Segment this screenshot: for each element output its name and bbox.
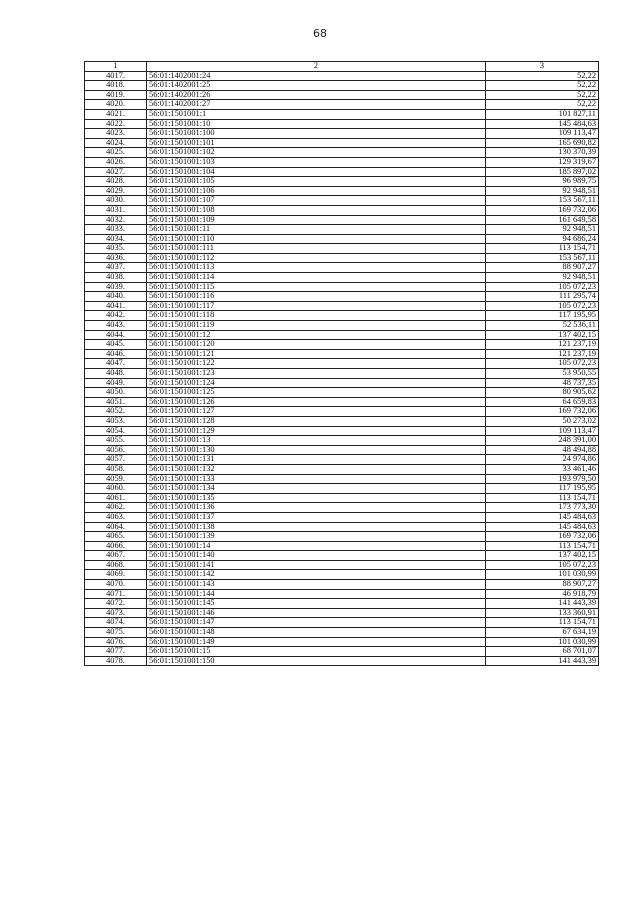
cadastral-number-cell: 56:01:1501001:111 bbox=[147, 244, 486, 254]
table-row bbox=[85, 618, 599, 628]
table-row bbox=[85, 503, 599, 513]
row-number-cell: 4036. bbox=[85, 253, 147, 263]
table-row bbox=[85, 388, 599, 398]
column-header-number: 1 bbox=[85, 62, 147, 72]
table-row bbox=[85, 512, 599, 522]
table-row bbox=[85, 119, 599, 129]
table-row bbox=[85, 484, 599, 494]
table-row bbox=[85, 186, 599, 196]
row-number-cell: 4040. bbox=[85, 292, 147, 302]
cadastral-value-cell: 109 113,47 bbox=[486, 129, 599, 139]
row-number-cell: 4025. bbox=[85, 148, 147, 158]
cadastral-number-cell: 56:01:1402001:26 bbox=[147, 90, 486, 100]
row-number-cell: 4072. bbox=[85, 599, 147, 609]
cadastral-value-cell: 161 649,58 bbox=[486, 215, 599, 225]
cadastral-value-cell: 52,22 bbox=[486, 71, 599, 81]
cadastral-number-cell: 56:01:1501001:122 bbox=[147, 359, 486, 369]
table-row bbox=[85, 282, 599, 292]
table-row bbox=[85, 157, 599, 167]
table-row bbox=[85, 628, 599, 638]
row-number-cell: 4065. bbox=[85, 532, 147, 542]
row-number-cell: 4043. bbox=[85, 321, 147, 331]
cadastral-value-cell: 88 907,27 bbox=[486, 580, 599, 590]
cadastral-number-cell: 56:01:1501001:147 bbox=[147, 618, 486, 628]
cadastral-value-cell: 169 732,06 bbox=[486, 407, 599, 417]
row-number-cell: 4075. bbox=[85, 628, 147, 638]
cadastral-number-cell: 56:01:1501001:138 bbox=[147, 522, 486, 532]
cadastral-value-cell: 52,22 bbox=[486, 100, 599, 110]
cadastral-value-cell: 145 484,63 bbox=[486, 522, 599, 532]
table-row bbox=[85, 167, 599, 177]
row-number-cell: 4031. bbox=[85, 205, 147, 215]
row-number-cell: 4048. bbox=[85, 369, 147, 379]
table-row bbox=[85, 263, 599, 273]
table-row bbox=[85, 71, 599, 81]
row-number-cell: 4039. bbox=[85, 282, 147, 292]
cadastral-number-cell: 56:01:1501001:150 bbox=[147, 656, 486, 666]
cadastral-value-cell: 48 494,88 bbox=[486, 445, 599, 455]
cadastral-number-cell: 56:01:1501001:146 bbox=[147, 608, 486, 618]
row-number-cell: 4035. bbox=[85, 244, 147, 254]
cadastral-number-cell: 56:01:1501001:140 bbox=[147, 551, 486, 561]
cadastral-value-cell: 101 030,99 bbox=[486, 637, 599, 647]
cadastral-value-table bbox=[84, 61, 599, 666]
table-row bbox=[85, 311, 599, 321]
row-number-cell: 4051. bbox=[85, 397, 147, 407]
header-row bbox=[85, 62, 599, 72]
row-number-cell: 4058. bbox=[85, 464, 147, 474]
table-row bbox=[85, 551, 599, 561]
row-number-cell: 4077. bbox=[85, 647, 147, 657]
table-row bbox=[85, 225, 599, 235]
row-number-cell: 4017. bbox=[85, 71, 147, 81]
row-number-cell: 4024. bbox=[85, 138, 147, 148]
table-row bbox=[85, 234, 599, 244]
table-row bbox=[85, 81, 599, 91]
cadastral-value-cell: 48 737,35 bbox=[486, 378, 599, 388]
cadastral-number-cell: 56:01:1501001:145 bbox=[147, 599, 486, 609]
cadastral-number-cell: 56:01:1501001:13 bbox=[147, 436, 486, 446]
table-body bbox=[85, 71, 599, 666]
cadastral-value-cell: 52,22 bbox=[486, 81, 599, 91]
cadastral-number-cell: 56:01:1501001:104 bbox=[147, 167, 486, 177]
row-number-cell: 4042. bbox=[85, 311, 147, 321]
cadastral-value-cell: 80 905,62 bbox=[486, 388, 599, 398]
cadastral-value-cell: 193 979,50 bbox=[486, 474, 599, 484]
row-number-cell: 4062. bbox=[85, 503, 147, 513]
table-row bbox=[85, 369, 599, 379]
cadastral-value-cell: 113 154,71 bbox=[486, 493, 599, 503]
cadastral-value-cell: 109 113,47 bbox=[486, 426, 599, 436]
row-number-cell: 4060. bbox=[85, 484, 147, 494]
table-row bbox=[85, 129, 599, 139]
cadastral-value-cell: 94 686,24 bbox=[486, 234, 599, 244]
cadastral-value-cell: 88 907,27 bbox=[486, 263, 599, 273]
table-row bbox=[85, 608, 599, 618]
row-number-cell: 4047. bbox=[85, 359, 147, 369]
cadastral-number-cell: 56:01:1501001:148 bbox=[147, 628, 486, 638]
row-number-cell: 4078. bbox=[85, 656, 147, 666]
cadastral-value-cell: 153 567,11 bbox=[486, 196, 599, 206]
table-row bbox=[85, 637, 599, 647]
table-row bbox=[85, 407, 599, 417]
cadastral-value-cell: 145 484,63 bbox=[486, 119, 599, 129]
cadastral-number-cell: 56:01:1501001:134 bbox=[147, 484, 486, 494]
table-row bbox=[85, 177, 599, 187]
cadastral-number-cell: 56:01:1501001:108 bbox=[147, 205, 486, 215]
row-number-cell: 4059. bbox=[85, 474, 147, 484]
table-row bbox=[85, 580, 599, 590]
row-number-cell: 4074. bbox=[85, 618, 147, 628]
table-row bbox=[85, 215, 599, 225]
row-number-cell: 4069. bbox=[85, 570, 147, 580]
cadastral-number-cell: 56:01:1501001:123 bbox=[147, 369, 486, 379]
row-number-cell: 4068. bbox=[85, 560, 147, 570]
cadastral-number-cell: 56:01:1501001:114 bbox=[147, 273, 486, 283]
cadastral-value-cell: 129 319,67 bbox=[486, 157, 599, 167]
table-row bbox=[85, 647, 599, 657]
cadastral-number-cell: 56:01:1501001:124 bbox=[147, 378, 486, 388]
table-row bbox=[85, 100, 599, 110]
cadastral-value-cell: 145 484,63 bbox=[486, 512, 599, 522]
table-row bbox=[85, 205, 599, 215]
cadastral-value-cell: 141 443,39 bbox=[486, 656, 599, 666]
cadastral-value-cell: 153 567,11 bbox=[486, 253, 599, 263]
column-header-cadastral-number: 2 bbox=[147, 62, 486, 72]
cadastral-value-cell: 101 827,11 bbox=[486, 109, 599, 119]
row-number-cell: 4053. bbox=[85, 416, 147, 426]
row-number-cell: 4033. bbox=[85, 225, 147, 235]
table-row bbox=[85, 330, 599, 340]
table-row bbox=[85, 464, 599, 474]
cadastral-number-cell: 56:01:1501001:15 bbox=[147, 647, 486, 657]
row-number-cell: 4070. bbox=[85, 580, 147, 590]
table-row bbox=[85, 244, 599, 254]
cadastral-number-cell: 56:01:1501001:110 bbox=[147, 234, 486, 244]
table-row bbox=[85, 522, 599, 532]
row-number-cell: 4076. bbox=[85, 637, 147, 647]
cadastral-number-cell: 56:01:1501001:113 bbox=[147, 263, 486, 273]
row-number-cell: 4073. bbox=[85, 608, 147, 618]
cadastral-number-cell: 56:01:1501001:131 bbox=[147, 455, 486, 465]
table-row bbox=[85, 589, 599, 599]
cadastral-value-cell: 92 948,51 bbox=[486, 225, 599, 235]
cadastral-value-cell: 53 950,55 bbox=[486, 369, 599, 379]
cadastral-value-cell: 67 634,19 bbox=[486, 628, 599, 638]
table-row bbox=[85, 148, 599, 158]
page-number: 68 bbox=[313, 27, 327, 40]
cadastral-number-cell: 56:01:1501001:11 bbox=[147, 225, 486, 235]
cadastral-value-cell: 121 237,19 bbox=[486, 340, 599, 350]
row-number-cell: 4055. bbox=[85, 436, 147, 446]
cadastral-value-cell: 105 072,23 bbox=[486, 301, 599, 311]
cadastral-number-cell: 56:01:1501001:142 bbox=[147, 570, 486, 580]
cadastral-number-cell: 56:01:1501001:136 bbox=[147, 503, 486, 513]
table-row bbox=[85, 570, 599, 580]
cadastral-number-cell: 56:01:1501001:144 bbox=[147, 589, 486, 599]
table-row bbox=[85, 656, 599, 666]
cadastral-number-cell: 56:01:1501001:101 bbox=[147, 138, 486, 148]
cadastral-value-cell: 137 402,15 bbox=[486, 330, 599, 340]
cadastral-value-cell: 185 897,02 bbox=[486, 167, 599, 177]
cadastral-value-cell: 111 295,74 bbox=[486, 292, 599, 302]
row-number-cell: 4063. bbox=[85, 512, 147, 522]
cadastral-value-cell: 92 948,51 bbox=[486, 186, 599, 196]
cadastral-number-cell: 56:01:1501001:129 bbox=[147, 426, 486, 436]
cadastral-value-cell: 101 030,99 bbox=[486, 570, 599, 580]
row-number-cell: 4027. bbox=[85, 167, 147, 177]
row-number-cell: 4028. bbox=[85, 177, 147, 187]
cadastral-number-cell: 56:01:1501001:143 bbox=[147, 580, 486, 590]
table-row bbox=[85, 138, 599, 148]
row-number-cell: 4057. bbox=[85, 455, 147, 465]
row-number-cell: 4052. bbox=[85, 407, 147, 417]
cadastral-number-cell: 56:01:1501001:121 bbox=[147, 349, 486, 359]
cadastral-value-cell: 117 195,95 bbox=[486, 311, 599, 321]
cadastral-number-cell: 56:01:1501001:102 bbox=[147, 148, 486, 158]
row-number-cell: 4037. bbox=[85, 263, 147, 273]
cadastral-value-cell: 105 072,23 bbox=[486, 560, 599, 570]
table-row bbox=[85, 426, 599, 436]
table-row bbox=[85, 599, 599, 609]
row-number-cell: 4021. bbox=[85, 109, 147, 119]
cadastral-number-cell: 56:01:1501001:133 bbox=[147, 474, 486, 484]
cadastral-number-cell: 56:01:1501001:128 bbox=[147, 416, 486, 426]
cadastral-number-cell: 56:01:1501001:119 bbox=[147, 321, 486, 331]
cadastral-number-cell: 56:01:1501001:10 bbox=[147, 119, 486, 129]
cadastral-value-cell: 121 237,19 bbox=[486, 349, 599, 359]
table-row bbox=[85, 532, 599, 542]
cadastral-number-cell: 56:01:1501001:127 bbox=[147, 407, 486, 417]
cadastral-value-cell: 173 773,30 bbox=[486, 503, 599, 513]
cadastral-value-cell: 141 443,39 bbox=[486, 599, 599, 609]
cadastral-value-cell: 46 918,79 bbox=[486, 589, 599, 599]
cadastral-number-cell: 56:01:1501001:126 bbox=[147, 397, 486, 407]
table-row bbox=[85, 292, 599, 302]
row-number-cell: 4056. bbox=[85, 445, 147, 455]
cadastral-value-cell: 113 154,71 bbox=[486, 618, 599, 628]
cadastral-value-cell: 52 536,11 bbox=[486, 321, 599, 331]
table-row bbox=[85, 196, 599, 206]
cadastral-number-cell: 56:01:1501001:116 bbox=[147, 292, 486, 302]
cadastral-number-cell: 56:01:1402001:25 bbox=[147, 81, 486, 91]
cadastral-value-cell: 105 072,23 bbox=[486, 359, 599, 369]
row-number-cell: 4023. bbox=[85, 129, 147, 139]
table-row bbox=[85, 378, 599, 388]
cadastral-value-cell: 165 690,82 bbox=[486, 138, 599, 148]
cadastral-value-cell: 113 154,71 bbox=[486, 244, 599, 254]
table-row bbox=[85, 541, 599, 551]
cadastral-number-cell: 56:01:1501001:100 bbox=[147, 129, 486, 139]
table-row bbox=[85, 560, 599, 570]
table-header bbox=[85, 62, 599, 72]
row-number-cell: 4071. bbox=[85, 589, 147, 599]
table-row bbox=[85, 340, 599, 350]
table-row bbox=[85, 474, 599, 484]
table-row bbox=[85, 493, 599, 503]
cadastral-number-cell: 56:01:1501001:130 bbox=[147, 445, 486, 455]
cadastral-value-cell: 133 360,91 bbox=[486, 608, 599, 618]
table-row bbox=[85, 273, 599, 283]
cadastral-number-cell: 56:01:1501001:117 bbox=[147, 301, 486, 311]
cadastral-number-cell: 56:01:1501001:107 bbox=[147, 196, 486, 206]
cadastral-number-cell: 56:01:1501001:14 bbox=[147, 541, 486, 551]
row-number-cell: 4064. bbox=[85, 522, 147, 532]
cadastral-value-cell: 64 659,83 bbox=[486, 397, 599, 407]
cadastral-number-cell: 56:01:1501001:120 bbox=[147, 340, 486, 350]
table-row bbox=[85, 436, 599, 446]
table-row bbox=[85, 349, 599, 359]
cadastral-number-cell: 56:01:1501001:149 bbox=[147, 637, 486, 647]
row-number-cell: 4041. bbox=[85, 301, 147, 311]
cadastral-number-cell: 56:01:1501001:118 bbox=[147, 311, 486, 321]
row-number-cell: 4018. bbox=[85, 81, 147, 91]
table-row bbox=[85, 397, 599, 407]
cadastral-number-cell: 56:01:1501001:137 bbox=[147, 512, 486, 522]
cadastral-value-cell: 52,22 bbox=[486, 90, 599, 100]
row-number-cell: 4038. bbox=[85, 273, 147, 283]
cadastral-value-cell: 105 072,23 bbox=[486, 282, 599, 292]
cadastral-value-cell: 248 391,00 bbox=[486, 436, 599, 446]
cadastral-value-cell: 130 370,39 bbox=[486, 148, 599, 158]
cadastral-value-cell: 50 273,02 bbox=[486, 416, 599, 426]
cadastral-value-cell: 137 402,15 bbox=[486, 551, 599, 561]
row-number-cell: 4032. bbox=[85, 215, 147, 225]
row-number-cell: 4061. bbox=[85, 493, 147, 503]
row-number-cell: 4046. bbox=[85, 349, 147, 359]
cadastral-value-cell: 96 989,75 bbox=[486, 177, 599, 187]
cadastral-number-cell: 56:01:1501001:109 bbox=[147, 215, 486, 225]
row-number-cell: 4066. bbox=[85, 541, 147, 551]
cadastral-value-cell: 169 732,06 bbox=[486, 205, 599, 215]
cadastral-value-cell: 113 154,71 bbox=[486, 541, 599, 551]
cadastral-value-cell: 169 732,06 bbox=[486, 532, 599, 542]
table-row bbox=[85, 109, 599, 119]
cadastral-value-cell: 117 195,95 bbox=[486, 484, 599, 494]
table-row bbox=[85, 90, 599, 100]
row-number-cell: 4019. bbox=[85, 90, 147, 100]
table-row bbox=[85, 301, 599, 311]
table-row bbox=[85, 455, 599, 465]
cadastral-number-cell: 56:01:1501001:139 bbox=[147, 532, 486, 542]
table-row bbox=[85, 445, 599, 455]
cadastral-value-cell: 92 948,51 bbox=[486, 273, 599, 283]
table-row bbox=[85, 359, 599, 369]
cadastral-number-cell: 56:01:1501001:12 bbox=[147, 330, 486, 340]
table-row bbox=[85, 321, 599, 331]
row-number-cell: 4029. bbox=[85, 186, 147, 196]
row-number-cell: 4022. bbox=[85, 119, 147, 129]
cadastral-number-cell: 56:01:1402001:27 bbox=[147, 100, 486, 110]
row-number-cell: 4026. bbox=[85, 157, 147, 167]
row-number-cell: 4049. bbox=[85, 378, 147, 388]
cadastral-number-cell: 56:01:1402001:24 bbox=[147, 71, 486, 81]
row-number-cell: 4020. bbox=[85, 100, 147, 110]
cadastral-value-cell: 68 701,07 bbox=[486, 647, 599, 657]
row-number-cell: 4050. bbox=[85, 388, 147, 398]
cadastral-number-cell: 56:01:1501001:141 bbox=[147, 560, 486, 570]
cadastral-number-cell: 56:01:1501001:106 bbox=[147, 186, 486, 196]
cadastral-number-cell: 56:01:1501001:125 bbox=[147, 388, 486, 398]
row-number-cell: 4054. bbox=[85, 426, 147, 436]
row-number-cell: 4067. bbox=[85, 551, 147, 561]
row-number-cell: 4045. bbox=[85, 340, 147, 350]
cadastral-number-cell: 56:01:1501001:105 bbox=[147, 177, 486, 187]
cadastral-number-cell: 56:01:1501001:132 bbox=[147, 464, 486, 474]
column-header-value: 3 bbox=[486, 62, 599, 72]
cadastral-number-cell: 56:01:1501001:103 bbox=[147, 157, 486, 167]
cadastral-number-cell: 56:01:1501001:115 bbox=[147, 282, 486, 292]
cadastral-number-cell: 56:01:1501001:1 bbox=[147, 109, 486, 119]
table-row bbox=[85, 253, 599, 263]
cadastral-value-cell: 33 461,46 bbox=[486, 464, 599, 474]
cadastral-number-cell: 56:01:1501001:135 bbox=[147, 493, 486, 503]
cadastral-number-cell: 56:01:1501001:112 bbox=[147, 253, 486, 263]
table-row bbox=[85, 416, 599, 426]
row-number-cell: 4044. bbox=[85, 330, 147, 340]
row-number-cell: 4030. bbox=[85, 196, 147, 206]
cadastral-value-cell: 24 974,86 bbox=[486, 455, 599, 465]
row-number-cell: 4034. bbox=[85, 234, 147, 244]
